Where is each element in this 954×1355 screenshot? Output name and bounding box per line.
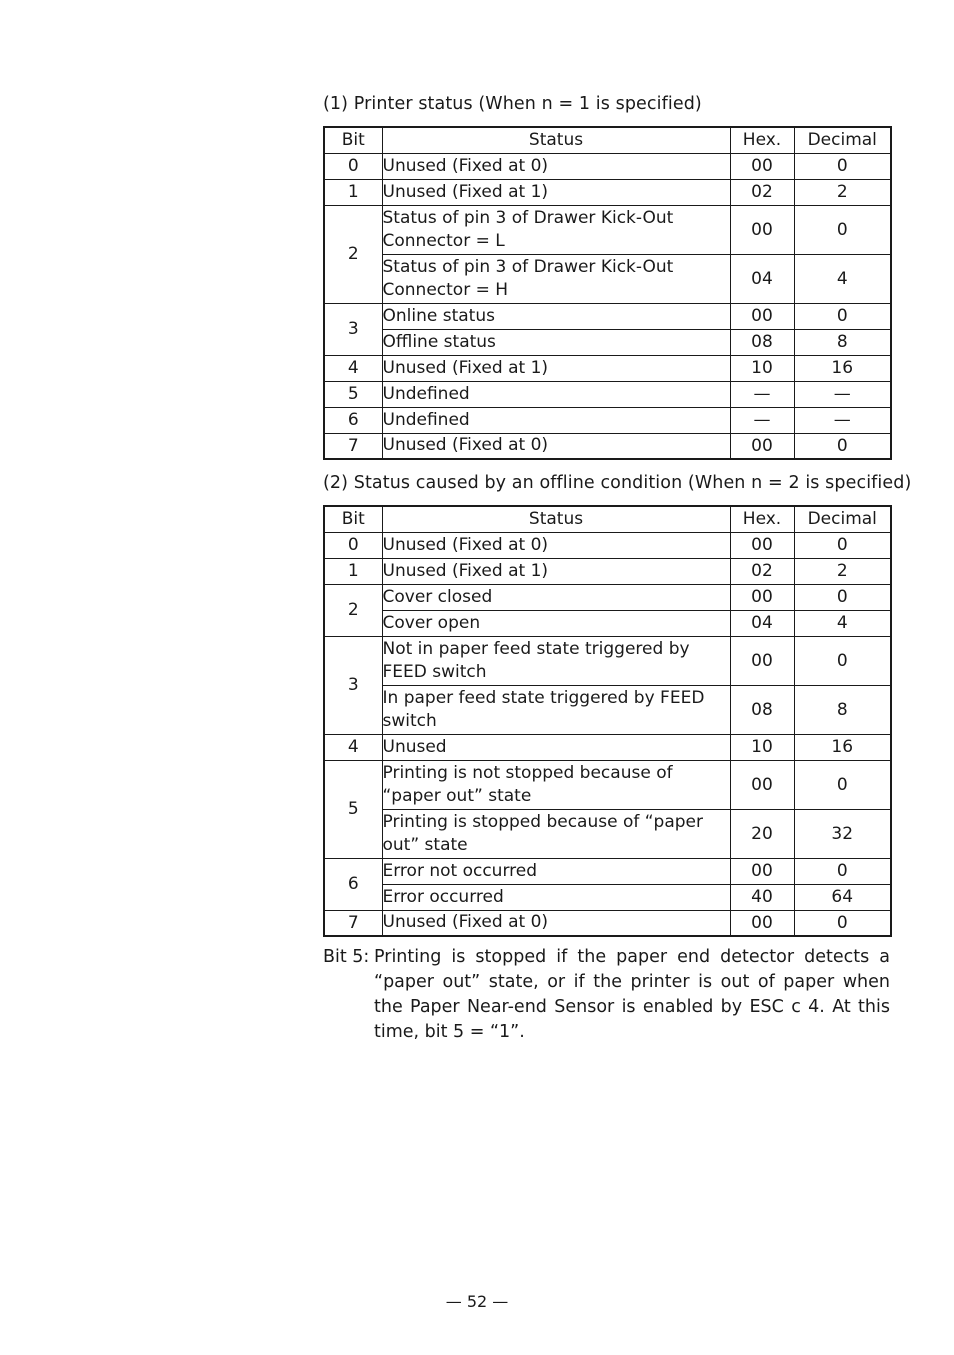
table-row	[324, 636, 891, 685]
header-decimal: Decimal	[794, 127, 891, 153]
cell-hex: 10	[730, 734, 794, 760]
cell-status: Unused (Fixed at 0)	[382, 433, 730, 459]
header-bit: Bit	[324, 506, 382, 532]
table-row	[324, 858, 891, 884]
cell-status: Undefined	[382, 381, 730, 407]
cell-status: Unused (Fixed at 1)	[382, 355, 730, 381]
table-header-row	[324, 506, 891, 532]
table-row	[324, 433, 891, 459]
cell-hex: 00	[730, 205, 794, 254]
cell-hex: 08	[730, 329, 794, 355]
table-row	[324, 910, 891, 936]
cell-status: In paper feed state triggered by FEED switch	[382, 685, 730, 734]
bit5-note	[323, 945, 890, 1045]
cell-hex: 00	[730, 858, 794, 884]
cell-status: Offline status	[382, 329, 730, 355]
cell-bit: 5	[324, 760, 382, 858]
cell-bit: 7	[324, 910, 382, 936]
printer-status-table	[323, 126, 892, 460]
cell-bit: 1	[324, 179, 382, 205]
cell-status: Unused (Fixed at 0)	[382, 910, 730, 936]
cell-hex: 00	[730, 584, 794, 610]
section2-caption: (2) Status caused by an offline condition (When n = 2 is specified)	[323, 473, 912, 493]
cell-bit: 1	[324, 558, 382, 584]
header-hex: Hex.	[730, 506, 794, 532]
cell-status: Online status	[382, 303, 730, 329]
cell-decimal: 4	[794, 254, 891, 303]
cell-hex: 08	[730, 685, 794, 734]
cell-decimal: 16	[794, 355, 891, 381]
cell-decimal: 2	[794, 558, 891, 584]
table-row	[324, 532, 891, 558]
cell-status: Printing is stopped because of “paper out” state	[382, 809, 730, 858]
cell-hex: 40	[730, 884, 794, 910]
cell-hex: 00	[730, 636, 794, 685]
table-row	[324, 179, 891, 205]
cell-bit: 0	[324, 532, 382, 558]
cell-decimal: —	[794, 381, 891, 407]
table-row	[324, 407, 891, 433]
cell-status: Cover open	[382, 610, 730, 636]
cell-decimal: 0	[794, 584, 891, 610]
cell-bit: 5	[324, 381, 382, 407]
cell-decimal: 16	[794, 734, 891, 760]
header-status: Status	[382, 506, 730, 532]
cell-hex: 00	[730, 433, 794, 459]
cell-status: Unused (Fixed at 1)	[382, 558, 730, 584]
table-row	[324, 303, 891, 329]
cell-bit: 6	[324, 407, 382, 433]
cell-hex: —	[730, 407, 794, 433]
cell-status: Not in paper feed state triggered by FEED switch	[382, 636, 730, 685]
cell-hex: 00	[730, 910, 794, 936]
cell-status: Status of pin 3 of Drawer Kick-Out Connector = H	[382, 254, 730, 303]
cell-status: Unused (Fixed at 0)	[382, 532, 730, 558]
cell-hex: 00	[730, 303, 794, 329]
table-row	[324, 381, 891, 407]
cell-hex: 00	[730, 153, 794, 179]
table-row	[324, 685, 891, 734]
table-row	[324, 205, 891, 254]
cell-bit: 3	[324, 303, 382, 355]
cell-status: Undefined	[382, 407, 730, 433]
offline-status-table	[323, 505, 892, 937]
cell-hex: 02	[730, 558, 794, 584]
cell-hex: 20	[730, 809, 794, 858]
table-row	[324, 610, 891, 636]
cell-decimal: 8	[794, 329, 891, 355]
cell-decimal: —	[794, 407, 891, 433]
cell-decimal: 0	[794, 303, 891, 329]
cell-hex: 00	[730, 532, 794, 558]
cell-bit: 0	[324, 153, 382, 179]
cell-decimal: 2	[794, 179, 891, 205]
cell-decimal: 4	[794, 610, 891, 636]
note-text: Printing is stopped if the paper end detector detects a “paper out” state, or if the printer is out of paper when the Paper Near-end Sensor is enabled by ESC c 4. At this time, bit 5 = “1”.	[374, 947, 890, 1042]
cell-decimal: 8	[794, 685, 891, 734]
cell-bit: 3	[324, 636, 382, 734]
cell-hex: —	[730, 381, 794, 407]
table-row	[324, 584, 891, 610]
cell-bit: 6	[324, 858, 382, 910]
cell-status: Error not occurred	[382, 858, 730, 884]
cell-status: Error occurred	[382, 884, 730, 910]
cell-hex: 10	[730, 355, 794, 381]
cell-bit: 7	[324, 433, 382, 459]
cell-hex: 02	[730, 179, 794, 205]
cell-decimal: 64	[794, 884, 891, 910]
cell-status: Unused	[382, 734, 730, 760]
cell-decimal: 0	[794, 636, 891, 685]
cell-decimal: 0	[794, 910, 891, 936]
cell-bit: 4	[324, 355, 382, 381]
page-number: — 52 —	[445, 1292, 509, 1311]
cell-hex: 04	[730, 610, 794, 636]
section1-caption: (1) Printer status (When n = 1 is specified)	[323, 94, 702, 114]
header-decimal: Decimal	[794, 506, 891, 532]
table-row	[324, 329, 891, 355]
header-bit: Bit	[324, 127, 382, 153]
cell-status: Unused (Fixed at 0)	[382, 153, 730, 179]
cell-bit: 2	[324, 584, 382, 636]
table-row	[324, 558, 891, 584]
cell-decimal: 0	[794, 433, 891, 459]
cell-decimal: 0	[794, 858, 891, 884]
cell-status: Printing is not stopped because of “paper out” state	[382, 760, 730, 809]
table-row	[324, 809, 891, 858]
table-header-row	[324, 127, 891, 153]
cell-bit: 4	[324, 734, 382, 760]
cell-decimal: 32	[794, 809, 891, 858]
note-label: Bit 5:	[323, 947, 370, 967]
table-row	[324, 734, 891, 760]
header-hex: Hex.	[730, 127, 794, 153]
cell-status: Unused (Fixed at 1)	[382, 179, 730, 205]
cell-bit: 2	[324, 205, 382, 303]
table-row	[324, 355, 891, 381]
cell-decimal: 0	[794, 532, 891, 558]
cell-decimal: 0	[794, 205, 891, 254]
cell-hex: 00	[730, 760, 794, 809]
cell-decimal: 0	[794, 760, 891, 809]
table-row	[324, 254, 891, 303]
cell-status: Status of pin 3 of Drawer Kick-Out Connector = L	[382, 205, 730, 254]
cell-status: Cover closed	[382, 584, 730, 610]
cell-hex: 04	[730, 254, 794, 303]
table-row	[324, 760, 891, 809]
cell-decimal: 0	[794, 153, 891, 179]
table-row	[324, 884, 891, 910]
header-status: Status	[382, 127, 730, 153]
table-row	[324, 153, 891, 179]
